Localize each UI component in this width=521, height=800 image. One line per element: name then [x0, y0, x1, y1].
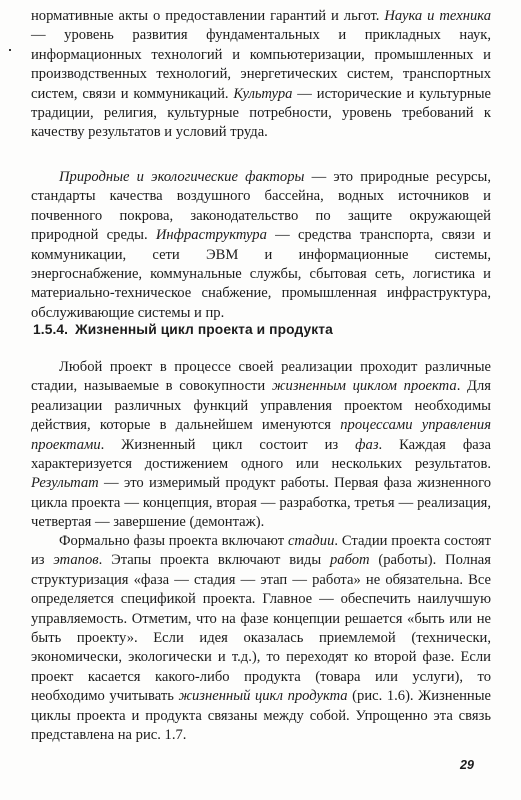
term-etapy: этапов: [53, 552, 99, 569]
text-run: — средства транспорта, связи и коммуникации, сети ЭВМ и информационные системы, энергоснабжение, коммунальные службы, сбытовая сеть, логистика и материально-техническое снабжение, промышленная инфраструктура, обслуживающие системы и пр.: [31, 227, 491, 321]
term-infrastruktura: Инфраструктура: [155, 227, 267, 244]
text-run: . Каждая фаза характеризуется достижением одного или нескольких результатов.: [31, 436, 491, 473]
text-run: . Этапы проекта включают виды: [98, 552, 330, 569]
text-run: — исторические и культурные традиции, религия, культурные потребности, уровень требований к качеству результатов и условий труда.: [31, 85, 491, 141]
text-run: (работы). Полная структуризация «фаза — стадия — этап — работа» не обязательна. Все определяется спецификой проекта. Главное — обеспечить наилучшую управляемость. Отметим, что на фазе концепции решается «быть или не быть проекту». Если идея оказалась приемлемой (технически, экономически, экологически и т.д.), то переходят ко второй фазе. Если проект касается какого-либо продукта (товара или услуги), то необходимо учитывать: [31, 552, 491, 705]
term-stadii: стадии: [287, 533, 335, 549]
text-run: — это природные ресурсы, стандарты качества воздушного бассейна, водных источников и почвенного покрова, законодательство по защите окружающей природной среды.: [31, 169, 491, 244]
term-protsessy-upravleniya: процессами управления проектами: [31, 417, 491, 453]
paragraph-life-cycle: [31, 358, 491, 533]
paragraph-intro-continued: [31, 7, 491, 143]
paragraph-environment-factors: [31, 168, 491, 323]
paragraph-phases-stages: [31, 532, 491, 745]
text-run: . Стадии проекта состоят из: [31, 533, 491, 569]
term-prirodnye-faktory: Природные и экологические факторы: [59, 169, 305, 185]
margin-mark: [9, 49, 11, 51]
term-nauka-i-tekhnika: Наука и техника: [384, 8, 491, 24]
section-title: Жизненный цикл проекта и продукта: [75, 322, 333, 337]
term-kultura: Культура: [233, 85, 293, 102]
text-run: — уровень развития фундаментальных и прикладных наук, информационных технологий и компьютеризации, промышленных и производственных технологий, энергетических систем, транспортных систем, связи и коммуникаций.: [31, 27, 491, 102]
text-run: . Жизненный цикл состоит из: [100, 436, 356, 453]
term-rezultat: Результат: [31, 475, 99, 492]
term-raboty: работ: [329, 552, 370, 569]
page-number: 29: [460, 758, 474, 772]
text-run: — это измеримый продукт работы. Первая фаза жизненного цикла проекта — концепция, вторая — разработка, третья — реализация, четвертая — завершение (демонтаж).: [31, 475, 491, 531]
term-zhiznennyi-tsikl-produkta: жизненный цикл продукта: [178, 688, 348, 705]
text-run: Любой проект в процессе своей реализации проходит различные стадии, называемые в совокупности: [31, 359, 491, 395]
text-run: . Для реализации различных функций управления проектом необходимы действия, которые в дальнейшем именуются: [31, 378, 491, 434]
term-zhiznennyi-tsikl-proekta: жизненным циклом проекта: [271, 378, 457, 395]
text-run: нормативные акты о предоставлении гарантий и льгот.: [31, 8, 385, 24]
section-heading: [33, 322, 333, 337]
text-run: (рис. 1.6). Жизненные циклы проекта и продукта связаны между собой. Упрощенно эта связь представлена на рис. 1.7.: [31, 688, 491, 744]
section-number: 1.5.4.: [33, 322, 69, 337]
term-fazy: фаз: [355, 436, 379, 453]
text-run: Формально фазы проекта включают: [59, 533, 288, 549]
